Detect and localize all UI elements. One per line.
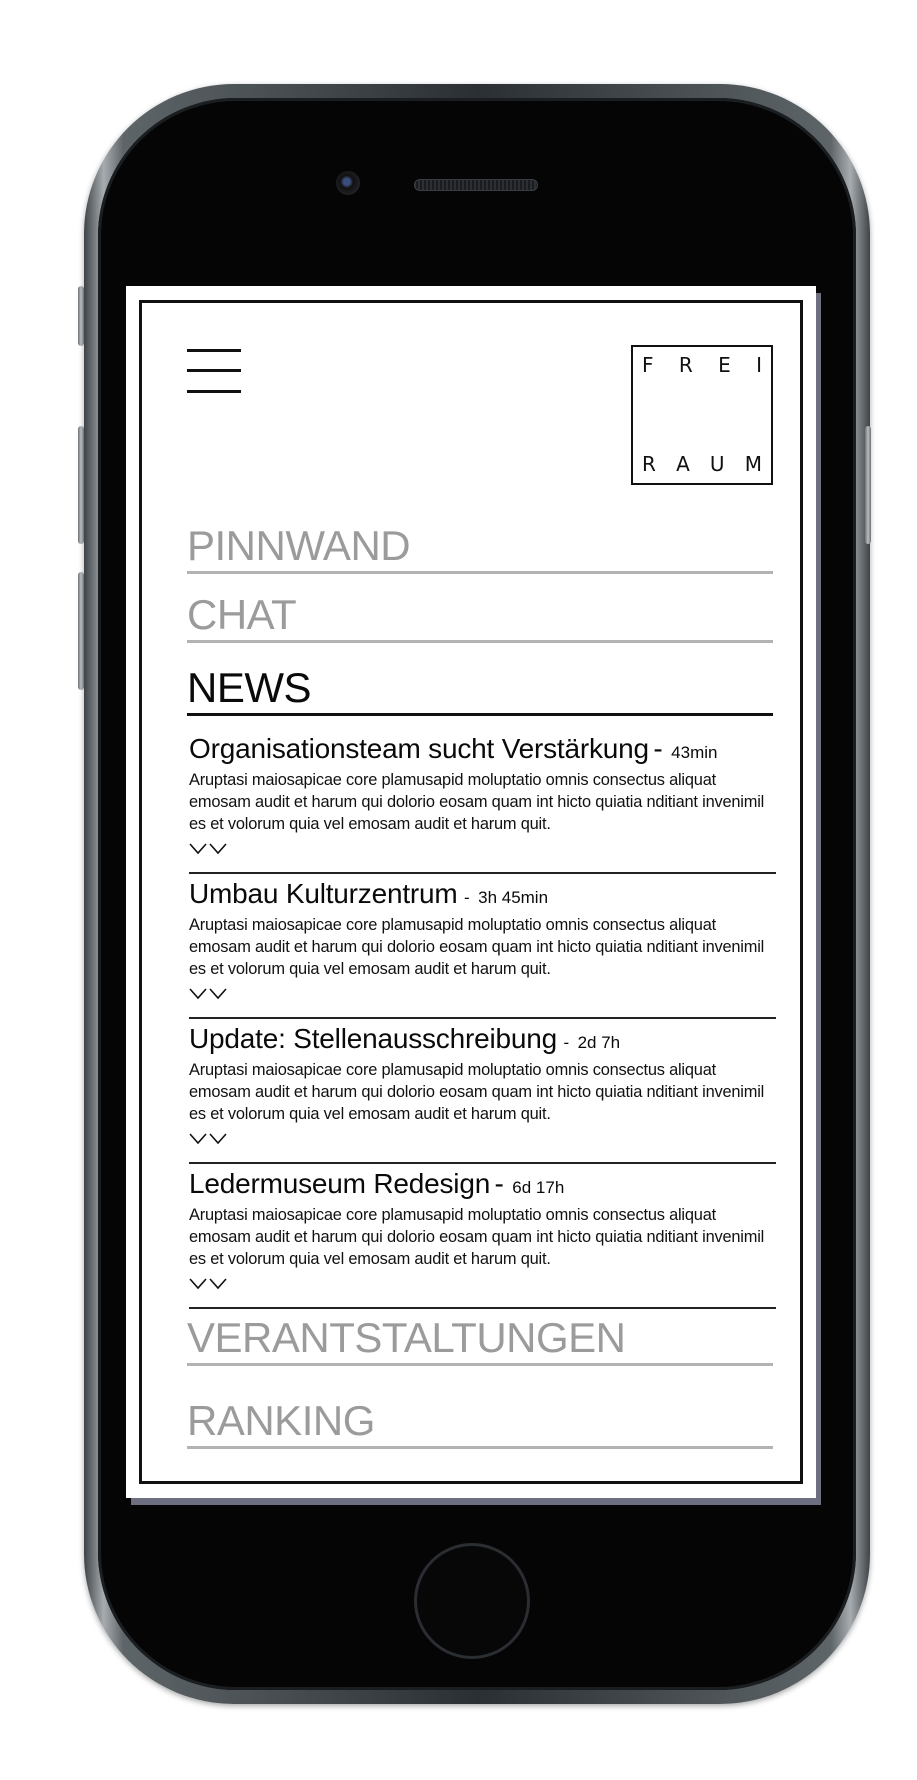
power-button — [865, 426, 871, 544]
double-chevron-down-icon[interactable] — [189, 987, 229, 1001]
news-body: Aruptasi maiosapicae core plamusapid moluptatio omnis consectus aliquat emosam audit et harum qui dolorio eosam quam int hicto quiatia nditiant invenimil es et volorum quia vel emosam audit et harum quit. — [189, 771, 765, 833]
news-headline — [189, 733, 717, 765]
earpiece-speaker — [414, 179, 538, 191]
news-title: Organisationsteam sucht Verstärkung — [189, 733, 649, 764]
news-time: 2d 7h — [577, 1033, 621, 1052]
news-title: Update: Stellenausschreibung — [189, 1023, 557, 1054]
volume-up-button — [78, 426, 84, 544]
logo-letter: I — [756, 353, 762, 377]
nav-item-ranking[interactable]: RANKING — [187, 1400, 773, 1449]
logo-letter: U — [709, 452, 725, 476]
silent-switch — [78, 286, 84, 346]
news-headline — [189, 878, 548, 910]
news-separator: - — [563, 1033, 570, 1052]
front-camera — [336, 171, 360, 195]
news-title: Umbau Kulturzentrum — [189, 878, 458, 909]
news-headline — [189, 1168, 564, 1200]
nav-item-veranstaltungen[interactable]: VERANTSTALTUNGEN — [187, 1317, 773, 1366]
news-time: 43min — [671, 743, 718, 762]
news-separator: - — [653, 733, 663, 764]
logo-letter: R — [678, 353, 693, 377]
logo-letter: M — [744, 452, 762, 476]
news-body: Aruptasi maiosapicae core plamusapid moluptatio omnis consectus aliquat emosam audit et harum qui dolorio eosam quam int hicto quiatia nditiant invenimil es et volorum quia vel emosam audit et harum quit. — [189, 916, 765, 978]
home-button[interactable] — [414, 1543, 530, 1659]
news-time: 3h 45min — [478, 888, 549, 907]
news-item[interactable] — [189, 729, 776, 874]
news-time: 6d 17h — [512, 1178, 565, 1197]
news-body: Aruptasi maiosapicae core plamusapid moluptatio omnis consectus aliquat emosam audit et harum qui dolorio eosam quam int hicto quiatia nditiant invenimil es et volorum quia vel emosam audit et harum quit. — [189, 1206, 765, 1268]
app-screen — [126, 286, 816, 1498]
logo-letter: A — [676, 452, 690, 476]
news-separator: - — [463, 888, 470, 907]
news-headline — [189, 1023, 620, 1055]
nav-item-chat[interactable]: CHAT — [187, 594, 773, 643]
news-list — [189, 729, 776, 1309]
nav-item-news[interactable]: NEWS — [187, 667, 773, 716]
double-chevron-down-icon[interactable] — [189, 842, 229, 856]
double-chevron-down-icon[interactable] — [189, 1277, 229, 1291]
nav-item-pinnwand[interactable]: PINNWAND — [187, 525, 773, 574]
volume-down-button — [78, 572, 84, 690]
logo-letter: R — [642, 452, 656, 476]
logo-letter: E — [718, 353, 731, 377]
news-item[interactable] — [189, 1164, 776, 1309]
news-item[interactable] — [189, 1019, 776, 1164]
frei-raum-logo — [631, 345, 773, 485]
logo-letter: F — [642, 353, 654, 377]
hamburger-menu-icon[interactable] — [187, 349, 241, 395]
news-title: Ledermuseum Redesign — [189, 1168, 491, 1199]
news-body: Aruptasi maiosapicae core plamusapid moluptatio omnis consectus aliquat emosam audit et harum qui dolorio eosam quam int hicto quiatia nditiant invenimil es et volorum quia vel emosam audit et harum quit. — [189, 1061, 765, 1123]
news-item[interactable] — [189, 874, 776, 1019]
double-chevron-down-icon[interactable] — [189, 1132, 229, 1146]
content-frame — [139, 300, 803, 1484]
news-separator: - — [494, 1168, 504, 1199]
